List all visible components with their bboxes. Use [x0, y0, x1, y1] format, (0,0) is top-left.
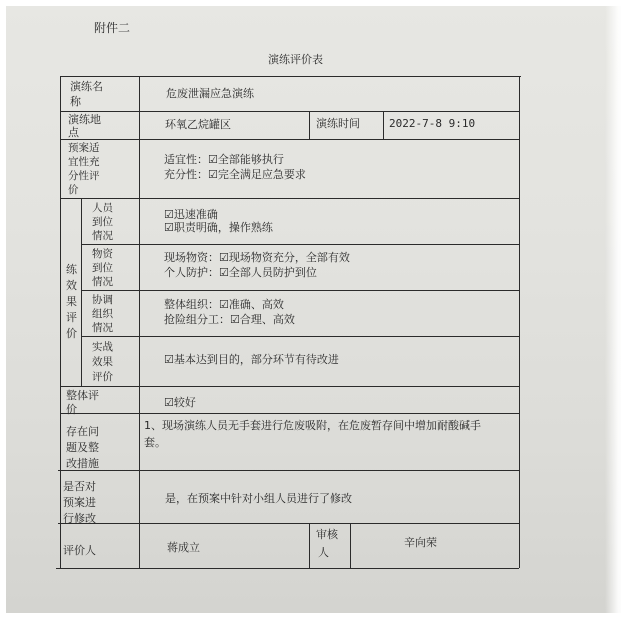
- personnel-line-2: ☑职责明确，操作熟练: [164, 221, 273, 234]
- plan-suitability-line: 适宜性：☑全部能够执行: [164, 153, 284, 166]
- revision-label-3: 行修改: [63, 512, 96, 525]
- coordination-line-1: 整体组织：☑准确、高效: [164, 298, 284, 311]
- plan-sufficiency-line: 充分性：☑完全满足应急要求: [164, 168, 306, 181]
- form-title: 演练评价表: [268, 53, 323, 66]
- overall-label-2: 价: [66, 403, 77, 416]
- actual-effect-label-1: 实战: [92, 341, 113, 353]
- drill-name-label-2: 称: [70, 95, 81, 108]
- row-divider: [60, 386, 519, 387]
- table-left-border: [60, 76, 61, 568]
- issues-label-1: 存在问: [66, 425, 99, 438]
- drill-location-label-1: 演练地: [68, 113, 101, 126]
- personnel-label-2: 到位: [92, 216, 113, 228]
- effect-label-3: 果: [66, 295, 77, 308]
- plan-eval-label-4: 价: [68, 184, 79, 196]
- personnel-label-1: 人员: [92, 202, 113, 214]
- evaluator-name: 蒋成立: [167, 541, 200, 554]
- coordination-label-2: 组织: [92, 308, 113, 320]
- personnel-label-3: 情况: [92, 230, 113, 242]
- effect-label-1: 练: [66, 263, 77, 276]
- drill-time-label: 演练时间: [316, 117, 360, 130]
- issues-label-2: 题及整: [66, 441, 99, 454]
- row-divider: [60, 198, 520, 199]
- overall-label-1: 整体评: [66, 389, 99, 402]
- drill-location-label-2: 点: [68, 126, 79, 139]
- attachment-label: 附件二: [94, 21, 131, 35]
- plan-eval-label-3: 分性评: [68, 170, 100, 182]
- revision-value: 是，在预案中针对小组人员进行了修改: [165, 492, 352, 505]
- effect-subcolumn-divider: [81, 198, 82, 386]
- plan-eval-label-2: 宜性充: [68, 156, 100, 168]
- effect-label-2: 效: [66, 279, 77, 292]
- time-label-divider-left: [309, 111, 310, 139]
- actual-effect-label-3: 评价: [92, 371, 113, 383]
- row-divider: [81, 290, 519, 291]
- issues-label-3: 改措施: [66, 457, 99, 470]
- row-divider: [60, 413, 519, 414]
- issues-value-line-2: 套。: [144, 436, 166, 449]
- table-top-border: [60, 76, 521, 77]
- overall-value: ☑较好: [164, 396, 196, 409]
- materials-label-1: 物资: [92, 248, 113, 260]
- effect-label-4: 评: [66, 311, 77, 324]
- issues-value-line-1: 1、现场演练人员无手套进行危废吸附，在危废暂存间中增加耐酸碱手: [144, 419, 481, 432]
- reviewer-label-2: 人: [318, 546, 329, 559]
- reviewer-label-divider-right: [350, 523, 351, 568]
- bottom-margin: [0, 613, 627, 631]
- materials-line-1: 现场物资：☑现场物资充分，全部有效: [164, 251, 350, 264]
- row-divider: [60, 139, 520, 140]
- revision-label-2: 预案进: [63, 496, 96, 509]
- coordination-line-2: 抢险组分工：☑合理、高效: [164, 313, 295, 326]
- row-divider: [58, 470, 519, 471]
- page-edge-highlight: [605, 0, 627, 631]
- row-divider: [81, 336, 519, 337]
- materials-label-3: 情况: [92, 276, 113, 288]
- drill-name-label-1: 演练名: [70, 80, 103, 93]
- reviewer-label-1: 审核: [316, 528, 338, 541]
- reviewer-name: 辛向荣: [404, 536, 437, 549]
- row-divider: [58, 523, 519, 524]
- actual-effect-line: ☑基本达到目的，部分环节有待改进: [164, 353, 339, 366]
- actual-effect-label-2: 效果: [92, 356, 113, 368]
- personnel-line-1: ☑迅速准确: [164, 208, 218, 221]
- drill-time-value: 2022-7-8 9:10: [389, 117, 476, 130]
- revision-label-1: 是否对: [63, 480, 96, 493]
- materials-label-2: 到位: [92, 262, 113, 274]
- row-divider: [60, 111, 520, 112]
- drill-location-value: 环氧乙烷罐区: [165, 118, 231, 131]
- reviewer-label-divider-left: [309, 523, 310, 568]
- plan-eval-label-1: 预案适: [68, 142, 100, 154]
- table-right-border: [519, 76, 520, 568]
- row-divider: [81, 244, 519, 245]
- time-label-divider-right: [383, 111, 384, 139]
- coordination-label-3: 情况: [92, 322, 113, 334]
- coordination-label-1: 协调: [92, 294, 113, 306]
- evaluator-label: 评价人: [63, 544, 96, 557]
- effect-label-5: 价: [66, 327, 77, 340]
- materials-line-2: 个人防护：☑全部人员防护到位: [164, 266, 317, 279]
- label-column-divider: [139, 76, 140, 568]
- drill-name-value: 危废泄漏应急演练: [166, 87, 254, 100]
- table-bottom-border: [56, 568, 519, 569]
